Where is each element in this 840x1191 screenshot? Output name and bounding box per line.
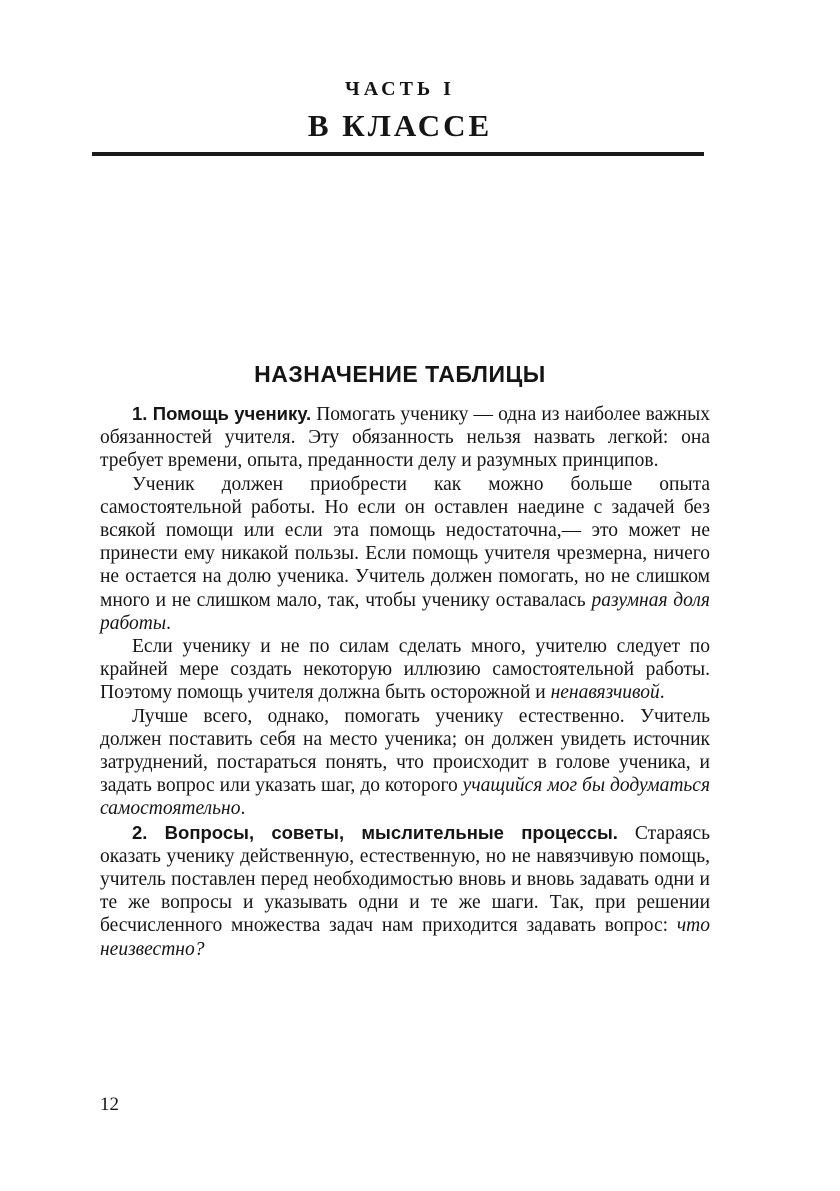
paragraph-3-tail: . — [659, 682, 665, 704]
paragraph-4 — [100, 705, 710, 821]
paragraph-1 — [100, 402, 710, 473]
paragraph-4-emphasis: учащийся мог бы додуматься самостоятельно — [100, 775, 711, 820]
section-title: НАЗНАЧЕНИЕ ТАБЛИЦЫ — [254, 361, 546, 387]
paragraph-5-emphasis: что неизвестно? — [100, 915, 710, 960]
paragraph-2-text: Ученик должен приобрести как можно больше опыта самостоятельной работы. Но если он оставлен наедине с задачей без всякой помощи или если эта помощь недостаточна,— это может не принести ему никакой пользы. Если помощь учителя чрезмерна, ничего не остается на долю ученика. Учитель должен помогать, но не слишком много и не слишком мало, так, чтобы ученику оставалась — [100, 473, 710, 611]
paragraph-2 — [100, 473, 710, 635]
paragraph-3-emphasis: ненавязчивой — [550, 682, 660, 704]
paragraph-4-text: Лучше всего, однако, помогать ученику естественно. Учитель должен поставить себя на место ученика; он должен увидеть источник затруднений, постараться понять, что происходит в голове ученика, и задать вопрос или указать шаг, до которого — [100, 705, 710, 797]
chapter-divider — [92, 152, 704, 156]
paragraph-3 — [100, 635, 710, 705]
paragraph-5-heading: 2. Вопросы, советы, мыслительные процессы. — [132, 821, 618, 843]
chapter-title: В КЛАССЕ — [307, 108, 493, 143]
paragraph-1-heading: 1. Помощь ученику. — [132, 403, 312, 424]
paragraph-5 — [100, 821, 710, 961]
paragraph-4-tail: . — [240, 798, 246, 820]
page-number: 12 — [100, 1094, 119, 1115]
paragraph-5-text: Стараясь оказать ученику действенную, естественную, но не навязчивую помощь, учитель поставлен перед необходимостью вновь и вновь задавать одни и те же вопросы и указывать одни и те же шаги. Так, при решении бесчисленного множества задач нам приходится задавать вопрос: — [100, 822, 711, 937]
paragraph-3-text: Если ученику и не по силам сделать много, учителю следует по крайней мере создать некоторую иллюзию самостоятельной работы. Поэтому помощь учителя должна быть осторожной и — [100, 636, 710, 704]
body-text — [100, 402, 710, 961]
paragraph-2-emphasis: разумная доля работы — [100, 589, 710, 634]
paragraph-1-text: Помогать ученику — одна из наиболее важных обязанностей учителя. Эту обязанность нельзя назвать легкой: она требует времени, опыта, преданности делу и разумных принципов. — [100, 404, 710, 472]
part-label: ЧАСТЬ I — [345, 78, 455, 100]
paragraph-2-tail: . — [166, 612, 171, 634]
